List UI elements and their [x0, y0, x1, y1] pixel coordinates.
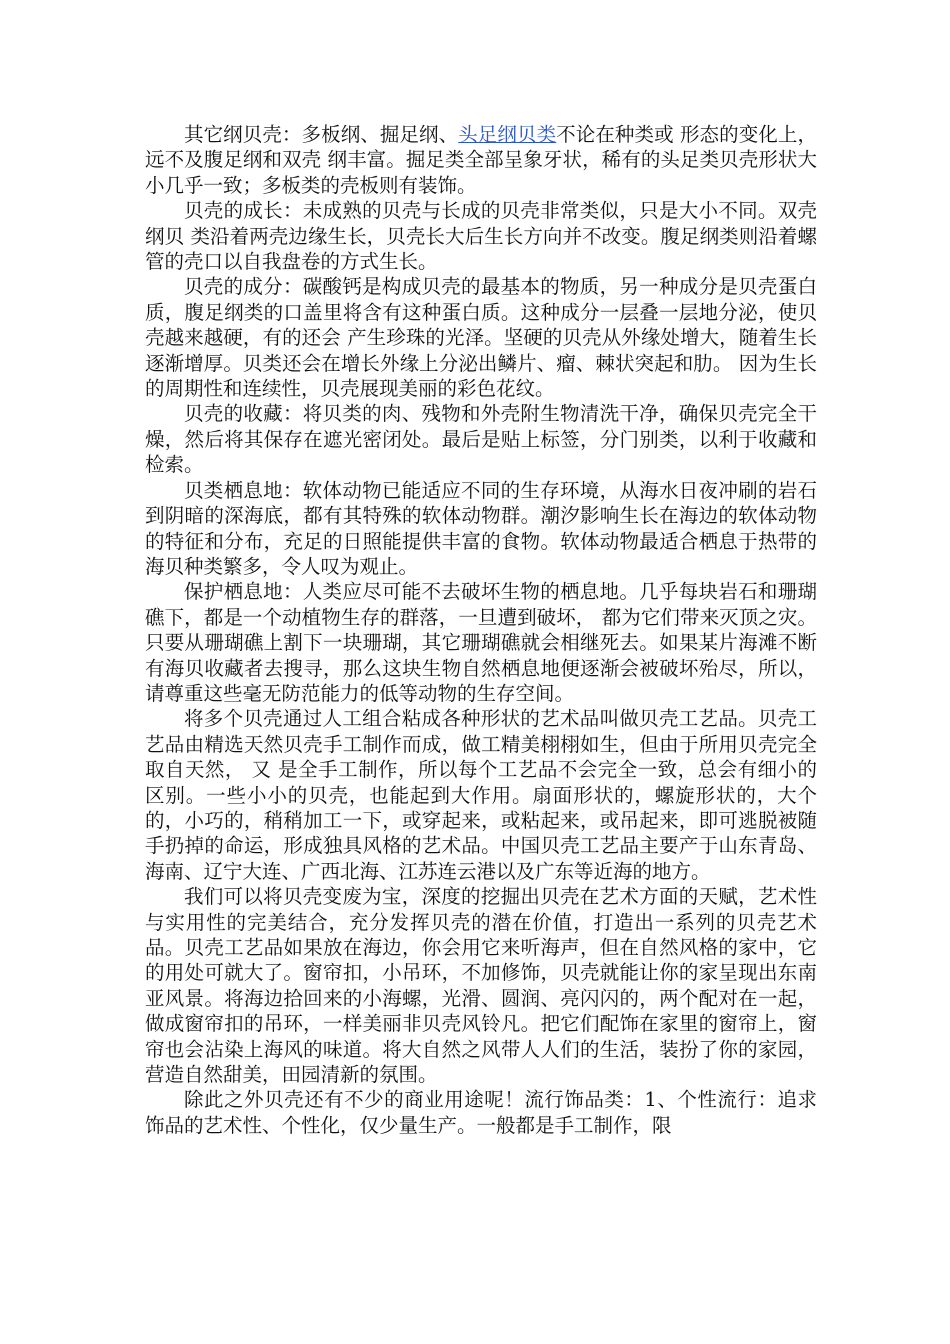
paragraph-habitat-protection: 保护栖息地：人类应尽可能不去破坏生物的栖息地。几乎每块岩石和珊瑚礁下，都是一个动植物生存的群落，一旦遭到破坏， 都为它们带来灭顶之灾。只要从珊瑚礁上割下一块珊瑚，其它珊瑚礁就会相继死去。如果某片海滩不断有海贝收藏者去搜寻，那么这块生物自然栖息地便逐渐会被破坏殆尽，所以，请尊重这些毫无防范能力的低等动物的生存空间。 — [145, 580, 817, 705]
paragraph-habitat: 贝类栖息地：软体动物已能适应不同的生存环境，从海水日夜冲刷的岩石到阴暗的深海底，都有其特殊的软体动物群。潮汐影响生长在海边的软体动物的特征和分布，充足的日照能提供丰富的食物。软体动物最适合栖息于热带的海贝种类繁多，令人叹为观止。 — [145, 478, 817, 578]
paragraph-shell-crafts: 将多个贝壳通过人工组合粘成各种形状的艺术品叫做贝壳工艺品。贝壳工艺品由精选天然贝壳手工制作而成，做工精美栩栩如生，但由于所用贝壳完全取自天然， 又 是全手工制作，所以每个工艺品不会完全一致，总会有细小的区别。一些小小的贝壳，也能起到大作用。扇面形状的，螺旋形状的，大个的，小巧的，稍稍加工一下，或穿起来，或粘起来，或吊起来，即可逃脱被随手扔掉的命运，形成独具风格的艺术品。中国贝壳工艺品主要产于山东青岛、海南、辽宁大连、广西北海、江苏连云港以及广东等近海的地方。 — [145, 707, 817, 883]
document-body — [145, 122, 817, 1138]
paragraph-shell-collection: 贝壳的收藏：将贝类的肉、残物和外壳附生物清洗干净，确保贝壳完全干燥，然后将其保存在遮光密闭处。最后是贴上标签，分门别类，以利于收藏和检索。 — [145, 402, 817, 477]
paragraph-shell-art: 我们可以将贝壳变废为宝，深度的挖掘出贝壳在艺术方面的天赋，艺术性与实用性的完美结合，充分发挥贝壳的潜在价值，打造出一系列的贝壳艺术品。贝壳工艺品如果放在海边，你会用它来听海声，但在自然风格的家中，它的用处可就大了。窗帘扣，小吊环，不加修饰，贝壳就能让你的家呈现出东南亚风景。将海边拾回来的小海螺，光滑、圆润、亮闪闪的，两个配对在一起，做成窗帘扣的吊环，一样美丽非贝壳风铃凡。把它们配饰在家里的窗帘上，窗帘也会沾染上海风的味道。将大自然之风带人人们的生活，装扮了你的家园，营造自然甜美，田园清新的氛围。 — [145, 885, 817, 1087]
paragraph-other-classes — [145, 122, 817, 198]
paragraph-text: 其它纲贝壳：多板纲、掘足纲、 — [184, 123, 459, 146]
cephalopod-shells-link[interactable]: 头足纲贝类 — [458, 123, 557, 146]
paragraph-shell-growth: 贝壳的成长：未成熟的贝壳与长成的贝壳非常类似，只是大小不同。双壳纲贝 类沿着两壳边缘生长，贝壳长大后生长方向并不改变。腹足纲类则沿着螺管的壳口以自我盘卷的方式生长。 — [145, 199, 817, 274]
paragraph-shell-composition: 贝壳的成分：碳酸钙是构成贝壳的最基本的物质，另一种成分是贝壳蛋白质，腹足纲类的口盖里将含有这种蛋白质。这种成分一层叠一层地分泌，使贝壳越来越硬，有的还会 产生珍珠的光泽。坚硬的贝壳从外缘处增大，随着生长逐渐增厚。贝类还会在增长外缘上分泌出鳞片、瘤、棘状突起和肋。 因为生长的周期性和连续性，贝壳展现美丽的彩色花纹。 — [145, 275, 817, 401]
paragraph-text: 不论在种类或 形态的变化上，远不及腹足纲和双壳 纲丰富。掘足类全部呈象牙状，稀有的头足类贝壳形状大小几乎一致；多板类的壳板则有装饰。 — [145, 123, 817, 197]
paragraph-commercial-uses: 除此之外贝壳还有不少的商业用途呢！流行饰品类：1、个性流行：追求饰品的艺术性、个性化，仅少量生产。一般都是手工制作，限 — [145, 1088, 817, 1137]
